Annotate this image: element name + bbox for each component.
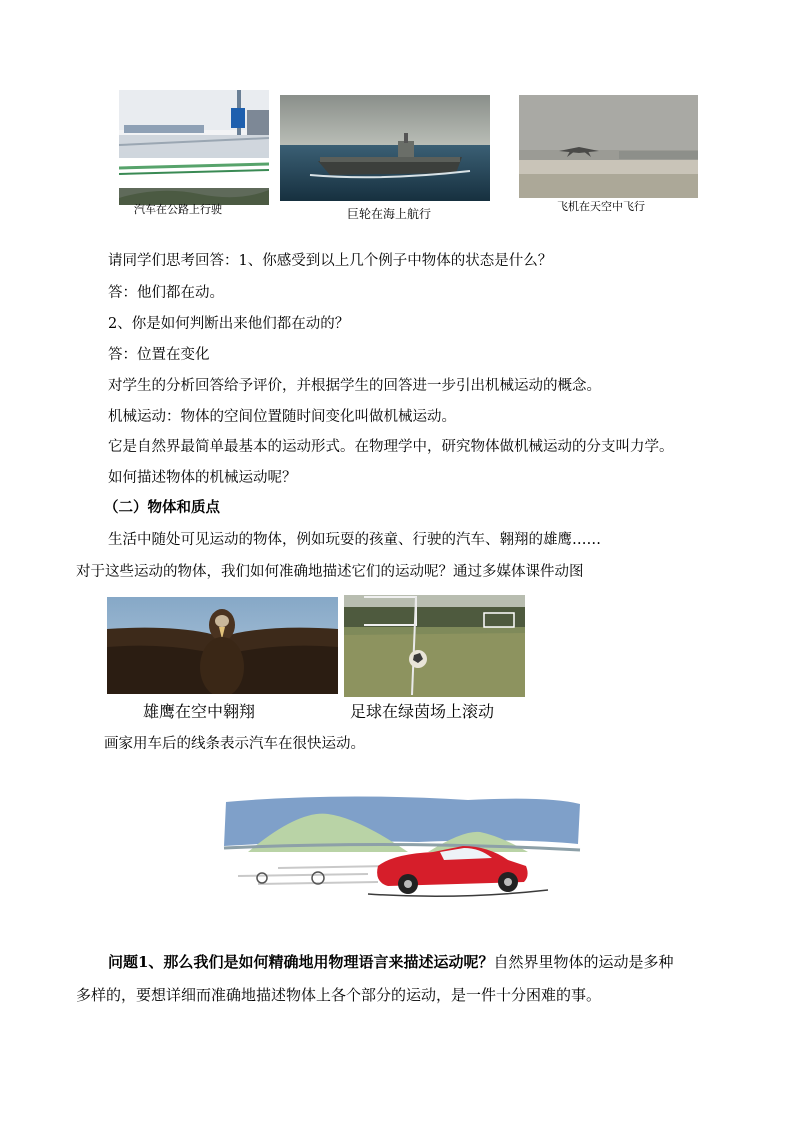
question-rest: 自然界里物体的运动是多种 [493, 953, 674, 971]
aircraft-carrier-photo [280, 95, 490, 201]
fighter-jet-photo [519, 95, 698, 198]
answer-1: 答：他们都在动。 [108, 285, 224, 301]
speeding-car-sketch [218, 790, 588, 918]
answer-2: 答：位置在变化 [108, 347, 210, 363]
question-paragraph [108, 952, 673, 972]
highway-car-caption: 汽车在公路上行驶 [134, 203, 222, 216]
paragraph-definition: 机械运动：物体的空间位置随时间变化叫做机械运动。 [108, 409, 456, 425]
paragraph-painter: 画家用车后的线条表示汽车在很快运动。 [104, 736, 365, 752]
question-paragraph-line2: 多样的，要想详细而准确地描述物体上各个部分的运动，是一件十分困难的事。 [76, 986, 602, 1004]
eagle-photo [107, 597, 338, 694]
soccer-ball-caption: 足球在绿茵场上滚动 [350, 702, 495, 721]
paragraph-examples: 生活中随处可见运动的物体，例如玩耍的孩童、行驶的汽车、翱翔的雄鹰…… [108, 532, 601, 548]
soccer-ball-photo [344, 595, 525, 697]
highway-car-photo [119, 90, 269, 205]
aircraft-carrier-caption: 巨轮在海上航行 [347, 207, 432, 221]
eagle-caption: 雄鹰在空中翱翔 [143, 702, 256, 721]
paragraph-multimedia: 对于这些运动的物体，我们如何准确地描述它们的运动呢？通过多媒体课件动图 [76, 564, 584, 580]
question-1: 请同学们思考回答：1、你感受到以上几个例子中物体的状态是什么？ [108, 253, 553, 269]
paragraph-mechanics: 它是自然界最简单最基本的运动形式。在物理学中，研究物体做机械运动的分支叫力学。 [108, 439, 674, 455]
section-heading: （二）物体和质点 [104, 499, 220, 516]
paragraph-how-describe: 如何描述物体的机械运动呢？ [108, 470, 297, 486]
question-2: 2、你是如何判断出来他们都在动的？ [108, 316, 350, 332]
paragraph-evaluation: 对学生的分析回答给予评价，并根据学生的回答进一步引出机械运动的概念。 [108, 378, 601, 394]
fighter-jet-caption: 飞机在天空中飞行 [557, 200, 645, 213]
question-bold-part: 问题1、那么我们是如何精确地用物理语言来描述运动呢？ [108, 953, 494, 971]
